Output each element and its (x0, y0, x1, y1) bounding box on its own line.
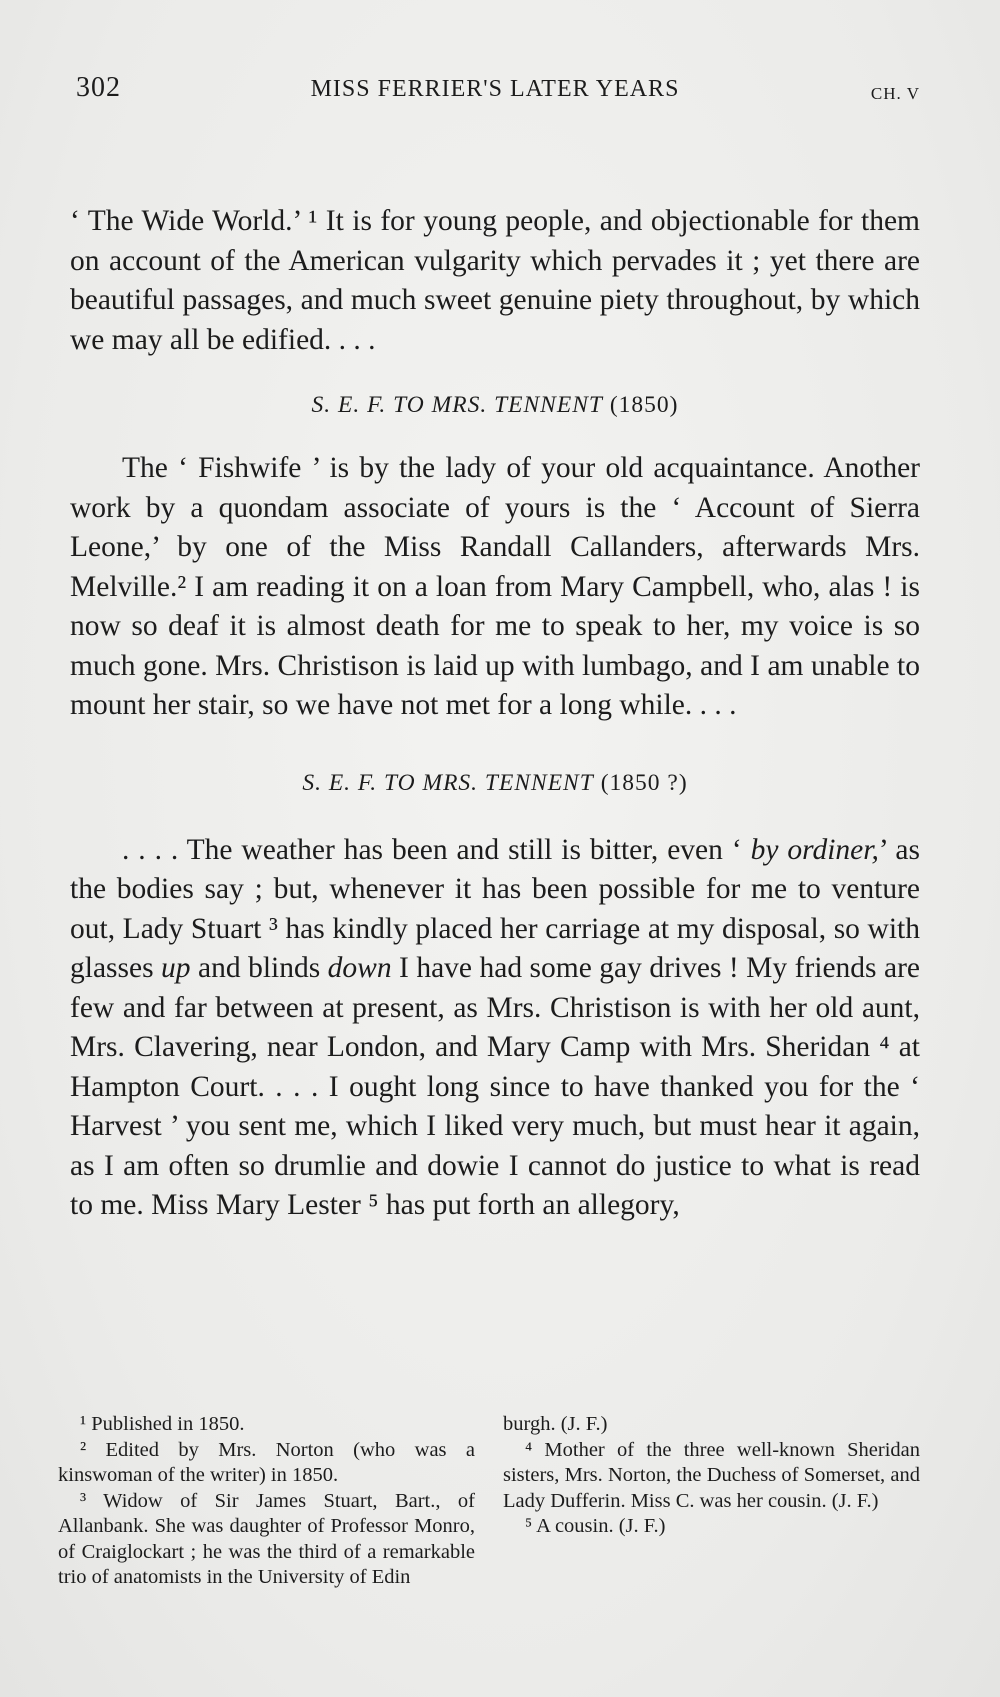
footnote-3-continued: burgh. (J. F.) (503, 1413, 608, 1435)
letter-1-body: The ‘ Fishwife ’ is by the lady of your old acquaintance. Another work by a quondam associate of yours is the ‘ Account of Sierra Leone,’ by one of the Miss Randall Callanders, afterwards Mrs. Melville.² I am reading it on a loan from Mary Campbell, who, alas ! is now so deaf it is almost death for me to speak to her, my voice is so much gone. Mrs. Christison is laid up with lumbago, and I am unable to mount her stair, so we have not met for a long while. . . . (70, 452, 920, 721)
letter-heading-1-correspondents: S. E. F. TO MRS. TENNENT (311, 392, 603, 418)
letter-2-body (70, 831, 920, 1226)
footnote-4: ⁴ Mother of the three well-known Sheridan sisters, Mrs. Norton, the Duchess of Somerset, and Lady Dufferin. Miss C. was her cousin. (J. F.) (503, 1438, 920, 1512)
footnote-5: ⁵ A cousin. (J. F.) (525, 1515, 666, 1537)
letter-heading-2-correspondents: S. E. F. TO MRS. TENNENT (302, 769, 594, 796)
footnotes-right-column (503, 1412, 920, 1591)
letter-2-text-b: ’ as the bodies say ; but, whenever it has been possible for me to venture out, Lady Stuart ³ has kindly placed her carriage at my disposal, so with glasses (70, 833, 920, 984)
letter-heading-2-date: (1850 ?) (600, 769, 688, 796)
letter-heading-1 (70, 392, 920, 419)
page-number: 302 (76, 72, 121, 103)
running-head (70, 72, 920, 112)
footnote-2: ² Edited by Mrs. Norton (who was a kinswoman of the writer) in 1850. (58, 1438, 475, 1486)
footnote-1: ¹ Published in 1850. (80, 1413, 245, 1435)
chapter-label: CH. V (870, 84, 920, 103)
letter-2-text-c: and blinds (190, 952, 328, 984)
letter-2-italic-down: down (327, 952, 392, 984)
footnotes (58, 1412, 920, 1591)
letter-2-italic-by-ordiner: by ordiner, (750, 833, 879, 866)
running-title: MISS FERRIER'S LATER YEARS (310, 76, 680, 102)
letter-heading-1-date: (1850) (609, 392, 679, 418)
letter-2-text-a: . . . . The weather has been and still is bitter, even ‘ (122, 833, 751, 866)
footnote-3: ³ Widow of Sir James Stuart, Bart., of Allanbank. She was daughter of Professor Monro, of Craiglockart ; he was the third of a remarkable trio of anatomists in the University of Edin (58, 1489, 475, 1588)
letter-2-text-d: I have had some gay drives ! My friends are few and far between at present, as Mrs. Christison is with her old aunt, Mrs. Clavering, near London, and Mary Camp with Mrs. Sheridan ⁴ at Hampton Court. . . . I ought long since to have thanked you for the ‘ Harvest ’ you sent me, which I liked very much, but must hear it again, as I am often so drumlie and dowie I cannot do justice to what is read to me. Miss Mary Lester ⁵ has put forth an allegory, (70, 952, 921, 1221)
paragraph-wide-world: ‘ The Wide World.’ ¹ It is for young people, and objectionable for them on account of the American vulgarity which pervades it ; yet there are beautiful passages, and much sweet genuine piety throughout, by which we may all be edified. . . . (70, 205, 920, 356)
letter-2-italic-up: up (161, 952, 191, 984)
letter-heading-2 (70, 770, 920, 797)
footnotes-left-column (58, 1412, 475, 1591)
